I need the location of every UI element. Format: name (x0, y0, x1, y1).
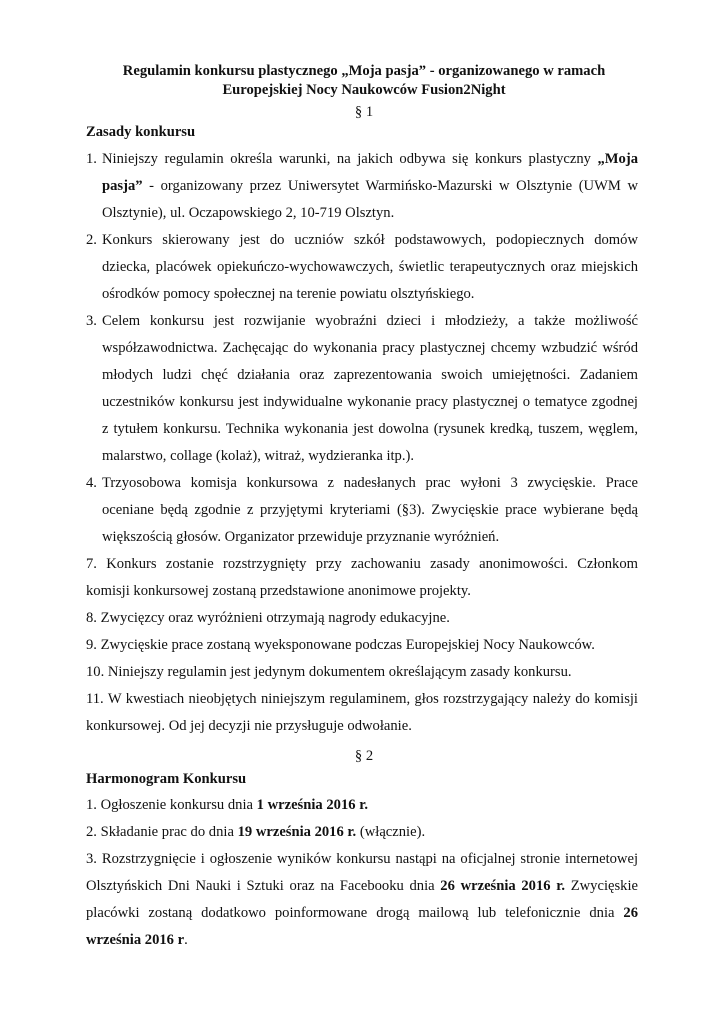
schedule-item-2-suffix: (włącznie). (356, 824, 426, 840)
schedule-item-1-date: 1 września 2016 r. (256, 797, 368, 813)
document-title-line-2: Europejskiej Nocy Naukowców Fusion2Night (222, 82, 506, 98)
schedule-item-2-text: 2. Składanie prac do dnia (86, 824, 238, 840)
schedule-item-3 (86, 846, 638, 954)
schedule-item-2 (86, 819, 638, 846)
section-2-heading: Harmonogram Konkursu (86, 771, 247, 787)
schedule-item-1-text: 1. Ogłoszenie konkursu dnia (86, 797, 257, 813)
item-1-number: 1. (86, 151, 97, 167)
document-title-line-1: Regulamin konkursu plastycznego „Moja pasja” - organizowanego w ramach (122, 63, 606, 79)
section-1-mark: § 1 (354, 104, 374, 120)
item-4-number: 4. (86, 475, 97, 491)
paragraph-9: 9. Zwycięskie prace zostaną wyeksponowane podczas Europejskiej Nocy Naukowców. (86, 637, 595, 653)
schedule-item-3-date-2: 26 września 2016 r (86, 905, 638, 948)
schedule-item-2-date: 19 września 2016 r. (237, 824, 357, 840)
item-2-text: Konkurs skierowany jest do uczniów szkół podstawowych, podopiecznych domów dziecka, placówek opiekuńczo-wychowawczych, świetlic terapeutycznych oraz miejskich ośrodków pomocy społecznej na terenie powiatu olsztyńskiego. (102, 232, 638, 302)
paragraph-11: 11. W kwestiach nieobjętych niniejszym regulaminem, głos rozstrzygający należy do komisji konkursowej. Od jej decyzji nie przysługuje odwołanie. (86, 691, 638, 734)
schedule-item-1 (86, 792, 638, 819)
item-2-number: 2. (86, 232, 97, 248)
paragraph-8: 8. Zwycięzcy oraz wyróżnieni otrzymają nagrody edukacyjne. (86, 610, 450, 626)
item-3-number: 3. (86, 313, 97, 329)
schedule-item-3-text-mid: Zwycięskie placówki zostaną dodatkowo poinformowane drogą mailową lub telefonicznie dnia (86, 878, 638, 921)
item-4-text: Trzyosobowa komisja konkursowa z nadesłanych prac wyłoni 3 zwycięskie. Prace oceniane będą zgodnie z przyjętymi kryteriami (§3). Zwycięskie prace wybierane będą większością głosów. Organizator przewiduje przyznanie wyróżnień. (102, 475, 638, 545)
paragraph-10: 10. Niniejszy regulamin jest jedynym dokumentem określającym zasady konkursu. (86, 664, 572, 680)
schedule-item-3-text: 3. Rozstrzygnięcie i ogłoszenie wyników konkursu nastąpi na oficjalnej stronie internetowej Olsztyńskich Dni Nauki i Sztuki oraz na Facebooku dnia (86, 851, 638, 894)
item-1-contest-name: „Moja pasja” (102, 151, 638, 194)
paragraph-7: 7. Konkurs zostanie rozstrzygnięty przy zachowaniu zasady anonimowości. Członkom komisji konkursowej zostaną przedstawione anonimowe projekty. (86, 556, 638, 599)
item-1-text-pre: Niniejszy regulamin określa warunki, na jakich odbywa się konkurs plastyczny (102, 151, 598, 167)
schedule-item-3-suffix: . (184, 932, 188, 948)
section-1-heading: Zasady konkursu (86, 124, 196, 140)
section-2-mark: § 2 (354, 748, 374, 764)
item-1-text-post: - organizowany przez Uniwersytet Warmińsko-Mazurski w Olsztynie (UWM w Olsztynie), ul. Oczapowskiego 2, 10-719 Olsztyn. (102, 178, 638, 221)
schedule-item-3-date-1: 26 września 2016 r. (440, 878, 566, 894)
item-1-text (102, 146, 638, 227)
item-3-text: Celem konkursu jest rozwijanie wyobraźni dzieci i młodzieży, a także możliwość współzawodnictwa. Zachęcając do wykonania pracy plastycznej chcemy wzbudzić wśród młodych ludzi chęć działania oraz zaprezentowania swoich umiejętności. Zadaniem uczestników konkursu jest indywidualne wykonanie pracy plastycznej o tematyce zgodnej z tytułem konkursu. Technika wykonania jest dowolna (rysunek kredką, tuszem, węglem, malarstwo, collage (kolaż), witraż, wydzieranka itp.). (102, 313, 638, 464)
